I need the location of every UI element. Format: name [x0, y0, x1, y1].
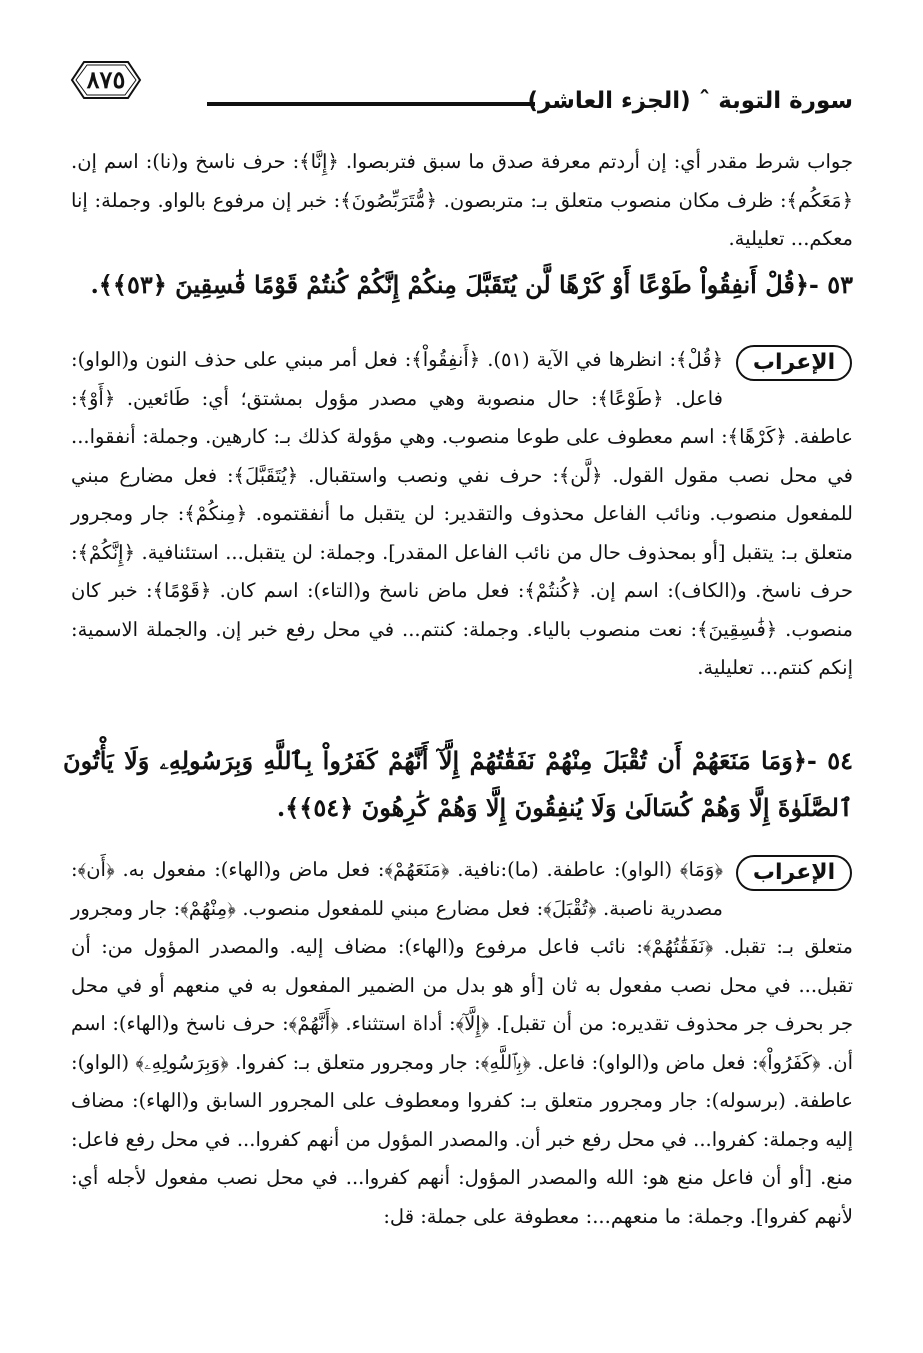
page-number-frame — [70, 58, 142, 102]
verse-54: ٥٤ -﴿وَمَا مَنَعَهُمْ أَن تُقْبَلَ مِنْهُمْ نَفَقَٰتُهُمْ إِلَّآ أَنَّهُمْ كَفَرُواْ بِٱللَّهِ وَبِرَسُولِهِۦ وَلَا يَأْتُونَ ٱلصَّلَوٰةَ إِلَّا وَهُمْ كُسَالَىٰ وَلَا يُنفِقُونَ إِلَّا وَهُمْ كَٰرِهُونَ ﴿٥٤﴾﴾. — [63, 746, 853, 822]
irab-label-box — [735, 344, 853, 382]
paragraph-continuation: جواب شرط مقدر أي: إن أردتم معرفة صدق ما سبق فتربصوا. ﴿إِنَّا﴾: حرف ناسخ و(نا): اسم إن. ﴿مَعَكُم﴾: ظرف مكان منصوب متعلق بـ: متربصون. ﴿مُّتَرَبِّصُونَ﴾: خبر إن مرفوع بالواو. وجملة: إنا معكم... تعليلية. — [71, 150, 853, 250]
irab-text-53: ﴿قُلْ﴾: انظرها في الآية (٥١). ﴿أَنفِقُواْ﴾: فعل أمر مبني على حذف النون و(الواو): فاعل. ﴿طَوْعًا﴾: حال منصوبة وهي مصدر مؤول بمشتق؛ أي: طَائعين. ﴿أَوْ﴾: عاطفة. ﴿كَرْهًا﴾: اسم معطوف على طوعا منصوب. وهي مؤولة كذلك بـ: كارهين. وجملة: أنفقوا... في محل نصب مقول القول. ﴿لَّن﴾: حرف نفي ونصب واستقبال. ﴿يُتَقَبَّلَ﴾: فعل مضارع مبني للمفعول منصوب. ونائب الفاعل محذوف والتقدير: لن يتقبل ما أنفقتموه. ﴿مِنكُمْ﴾: جار ومجرور متعلق بـ: يتقبل [أو بمحذوف حال من نائب الفاعل المقدر]. وجملة: لن يتقبل... استئنافية. ﴿إِنَّكُمْ﴾: حرف ناسخ. و(الكاف): اسم إن. ﴿كُنتُمْ﴾: فعل ماض ناسخ و(التاء): اسم كان. ﴿قَوْمًا﴾: خبر كان منصوب. ﴿فَٰسِقِينَ﴾: نعت منصوب بالياء. وجملة: كنتم... في محل رفع خبر إن. والجملة الاسمية: إنكم كنتم... تعليلية. — [71, 348, 853, 679]
page-number: ٨٧٥ — [86, 65, 126, 94]
header-rule — [207, 102, 535, 106]
irab-text-54: ﴿وَمَا﴾ (الواو): عاطفة. (ما):نافية. ﴿مَنَعَهُمْ﴾: فعل ماض و(الهاء): مفعول به. ﴿أَن﴾: مصدرية ناصبة. ﴿تُقْبَلَ﴾: فعل مضارع مبني للمفعول منصوب. ﴿مِنْهُمْ﴾: جار ومجرور متعلق بـ: تقبل. ﴿نَفَقَٰتُهُمْ﴾: نائب فاعل مرفوع و(الهاء): مضاف إليه. والمصدر المؤول من: أن تقبل... في محل نصب مفعول به ثان [أو هو بدل من الضمير المفعول به في منعهم أو في محل جر بحرف جر محذوف تقديره: من أن تقبل]. ﴿إِلَّآ﴾: أداة استثناء. ﴿أَنَّهُمْ﴾: حرف ناسخ و(الهاء): اسم أن. ﴿كَفَرُواْ﴾: فعل ماض و(الواو): فاعل. ﴿بِٱللَّهِ﴾: جار ومجرور متعلق بـ: كفروا. ﴿وَبِرَسُولِهِۦ﴾ (الواو): عاطفة. (برسوله): جار ومجرور متعلق بـ: كفروا ومعطوف على المجرور السابق و(الهاء): مضاف إليه وجملة: كفروا... في محل رفع خبر أن. والمصدر المؤول من أنهم كفروا... في محل رفع فاعل: منع. [أو أن فاعل منع هو: الله والمصدر المؤول: أنهم كفروا... في محل نصب مفعول لأجله أي: لأنهم كفروا]. وجملة: ما منعهم...: معطوفة على جملة: قل: — [71, 858, 853, 1228]
irab-label: الإعراب — [752, 859, 836, 885]
irab-section-54 — [71, 851, 853, 1236]
page-header — [0, 58, 923, 118]
irab-section-53 — [71, 341, 853, 688]
irab-label-box — [735, 854, 853, 892]
running-title: سورة التوبة ˆ (الجزء العاشر) — [527, 88, 853, 114]
irab-label: الإعراب — [752, 349, 836, 375]
verse-53: ٥٣ -﴿قُلْ أَنفِقُواْ طَوْعًا أَوْ كَرْهًا لَّن يُتَقَبَّلَ مِنكُمْ إِنَّكُمْ كُنتُمْ قَوْمًا فَٰسِقِينَ ﴿٥٣﴾﴾. — [90, 270, 853, 299]
